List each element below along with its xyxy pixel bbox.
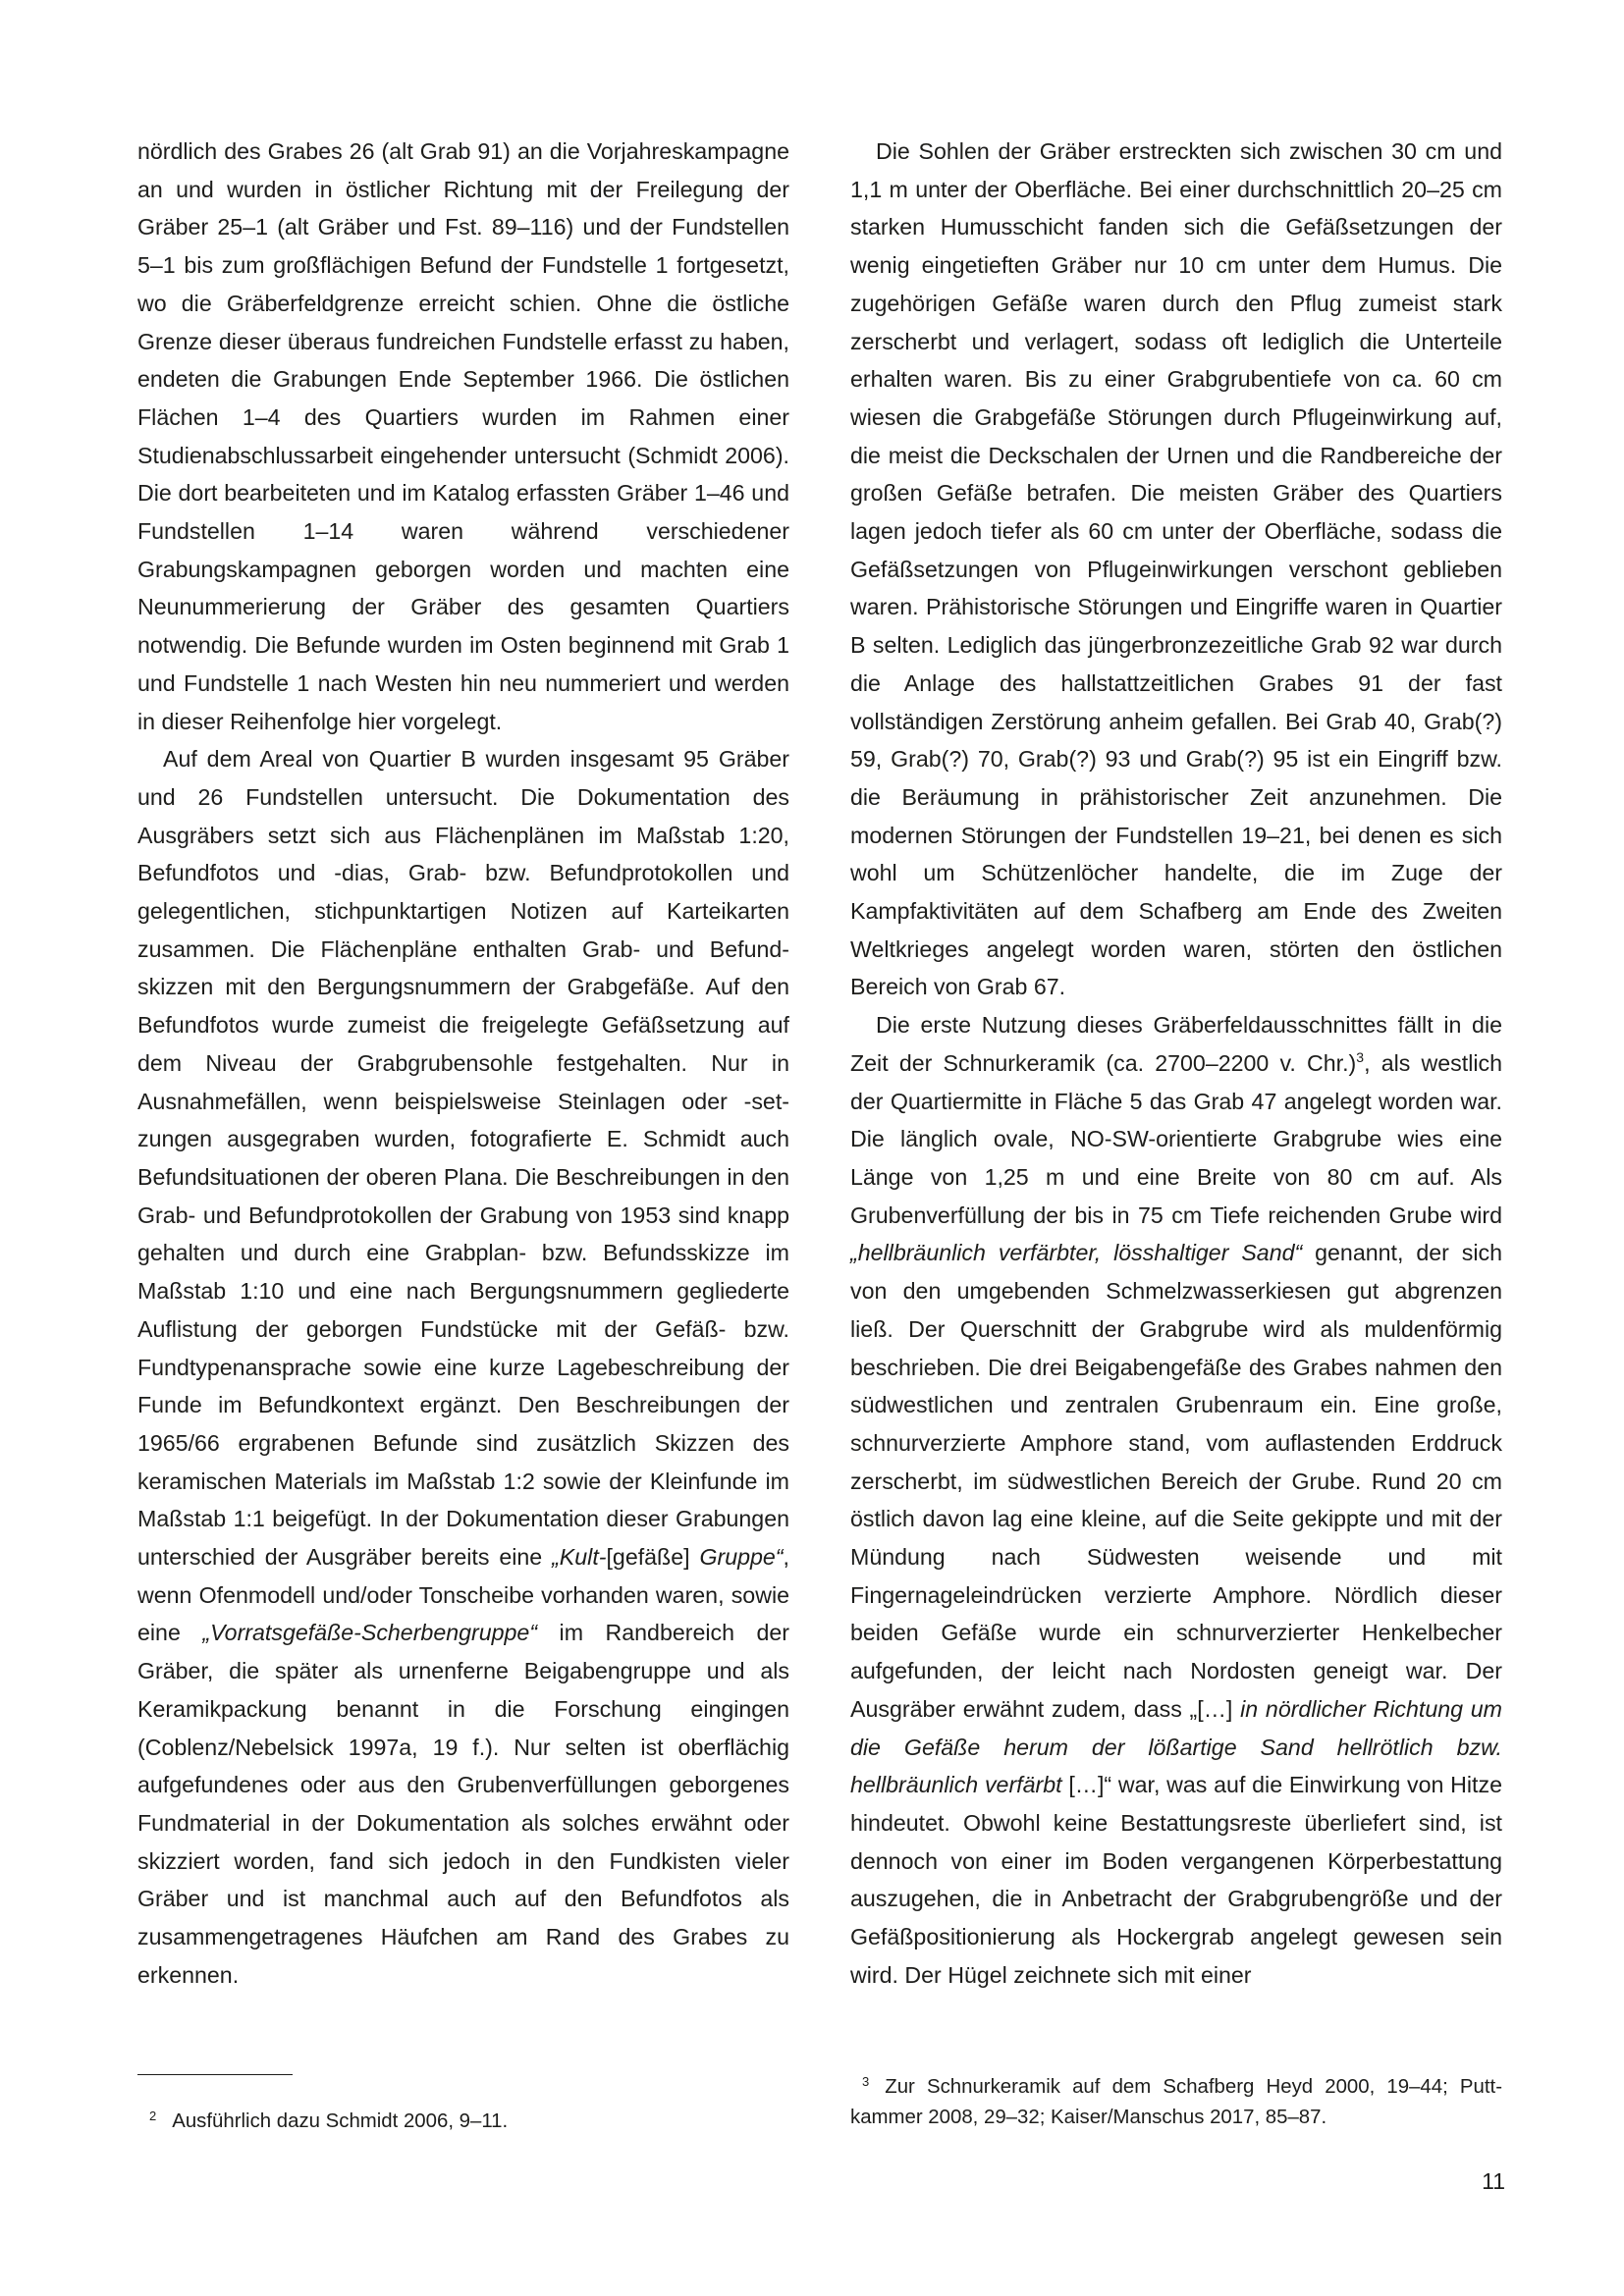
paragraph <box>850 1006 1502 1994</box>
italic-quote: in nördlicher Richtung um die Gefäße herum der lößartige Sand hellrötlich bzw. hellbräunlich verfärbt <box>850 1695 1502 1798</box>
footnote-3 <box>850 2066 1502 2133</box>
text-run: im Randbereich der Gräber, die später als urnenferne Beigabengruppe und als Keramikpackung benannt in die Forschung eingingen (Coblenz/Nebelsick 1997a, 19 f.). Nur selten ist oberflächig aufgefundenes oder aus den Grubenverfüllungen geborgenes Fundmaterial in der Dokumentation als solches erwähnt oder skizziert worden, fand sich jedoch in den Fundkisten vieler Gräber und ist manchmal auch auf den Befundfotos als zusammengetragenes Häufchen am Rand des Grabes zu erkennen. <box>137 1620 790 1988</box>
paragraph: Die Sohlen der Gräber erstreckten sich zwischen 30 cm und 1,1 m unter der Oberfläche. Bei einer durchschnittlich 20–25 cm starken Humusschicht fanden sich die Gefäßsetzungen der wenig eingetieften Gräber nur 10 cm unter dem Humus. Die zugehörigen Gefäße waren durch den Pflug zumeist stark zerscherbt und verlagert, sodass oft lediglich die Unterteile erhalten waren. Bis zu einer Grabgrubentiefe von ca. 60 cm wiesen die Grabgefäße Störungen durch Pflugeinwirkung auf, die meist die Deckschalen der Urnen und die Randbereiche der großen Gefäße betrafen. Die meisten Gräber des Quartiers lagen jedoch tiefer als 60 cm unter der Oberfläche, sodass die Gefäßsetzungen von Pflugeinwirkungen verschont geblieben waren. Prähistorische Störungen und Eingriffe waren in Quartier B selten. Lediglich das jüngerbronzezeitliche Grab 92 war durch die Anlage des hallstattzeitlichen Grabes 91 der fast vollständigen Zerstörung anheim gefallen. Bei Grab 40, Grab(?) 59, Grab(?) 70, Grab(?) 93 und Grab(?) 95 ist ein Eingriff bzw. die Beräumung in prähistorischer Zeit anzunehmen. Die modernen Störungen der Fundstellen 19–21, bei denen es sich wohl um Schützenlöcher handelte, die im Zuge der Kampfaktivitäten auf dem Schafberg am Ende des Zweiten Weltkrieges angelegt worden waren, störten den östlichen Bereich von Grab 67. <box>850 138 1502 1000</box>
page-number: 11 <box>1482 2168 1505 2194</box>
footnote-number: 2 <box>149 2109 157 2123</box>
footnote-2 <box>137 2101 789 2137</box>
text-run: , wenn Ofenmodell und/oder Tonscheibe vorhanden waren, sowie eine <box>137 1544 789 1646</box>
footnote-divider <box>137 2074 293 2075</box>
footnote-text: Zur Schnurkeramik auf dem Schafberg Heyd 2000, 19–44; Puttkammer 2008, 29–32; Kaiser/Manschus 2017, 85–87. <box>850 2076 1502 2128</box>
text-run: genannt, der sich von den umgebenden Schmelzwasserkiesen gut abgrenzen ließ. Der Querschnitt der Grabgrube wird als muldenförmig beschrieben. Die drei Beigabengefäße des Grabes nahmen den südwestlichen und zentralen Grubenraum ein. Eine große, schnurverzierte Amphore stand, vom auflastenden Erddruck zerscherbt, im südwestlichen Bereich der Grube. Rund 20 cm östlich davon lag eine kleine, auf die Seite gekippte und mit der Mündung nach Südwesten weisende und mit Fingernageleindrücken verzierte Amphore. Nördlich dieser beiden Gefäße wurde ein schnurverzierter Henkelbecher aufgefunden, der leicht nach Nordosten geneigt war. Der Ausgräber erwähnt zudem, dass „[…] <box>850 1240 1502 1722</box>
footnote-reference: 3 <box>1356 1048 1365 1065</box>
paragraph <box>137 740 789 1994</box>
italic-quote: Gruppe“ <box>699 1544 784 1571</box>
italic-quote: „hellbräunlich verfärbter, lösshaltiger Sand“ <box>850 1240 1303 1266</box>
text-run: [gefäße] <box>606 1544 700 1571</box>
text-run: Die erste Nutzung dieses Gräberfeldausschnittes fällt in die Zeit der Schnurkeramik (ca. 2700–2200 v. Chr.) <box>850 1012 1502 1076</box>
footnote-text: Ausführlich dazu Schmidt 2006, 9–11. <box>172 2110 509 2132</box>
text-run: , als westlich der Quartiermitte in Fläche 5 das Grab 47 angelegt worden war. Die länglich ovale, NO-SW-orientierte Grabgrube wies eine Länge von 1,25 m und eine Breite von 80 cm auf. Als Grubenverfüllung der bis in 75 cm Tiefe reichenden Grube wird <box>850 1049 1503 1228</box>
text-run: […]“ war, was auf die Einwirkung von Hitze hindeutet. Obwohl keine Bestattungsreste überliefert sind, ist dennoch von einer im Boden vergangenen Körperbestattung auszugehen, die in Anbetracht der Grabgrubengröße und der Gefäßpositionierung als Hockergrab angelegt gewesen sein wird. Der Hügel zeichnete sich mit einer <box>850 1772 1502 1988</box>
left-text-column <box>137 133 789 1994</box>
italic-quote: „Kult- <box>552 1544 607 1571</box>
footnote-number: 3 <box>862 2074 870 2089</box>
text-run: Auf dem Areal von Quartier B wurden insgesamt 95 Gräber und 26 Fundstellen untersucht. Die Dokumentation des Ausgräbers setzt sich aus Flächenplänen im Maßstab 1:20, Befundfotos und -dias, Grab- bzw. Befundprotokollen und gelegentlichen, stichpunktartigen Notizen auf Karteikarten zusammen. Die Flächenpläne enthalten Grab- und Befundskizzen mit den Bergungsnummern der Grabgefäße. Auf den Befundfotos wurde zumeist die freigelegte Gefäßsetzung auf dem Niveau der Grabgrubensohle festgehalten. Nur in Ausnahmefällen, wenn beispielsweise Steinlagen oder -setzungen ausgegraben wurden, fotografierte E. Schmidt auch Befundsituationen der oberen Plana. Die Beschreibungen in den Grab- und Befundprotokollen der Grabung von 1953 sind knapp gehalten und durch eine Grabplan- bzw. Befundsskizze im Maßstab 1:10 und eine nach Bergungsnummern gegliederte Auflistung der geborgen Fundstücke mit der Gefäß- bzw. Fundtypenansprache sowie eine kurze Lagebeschreibung der Funde im Befundkontext ergänzt. Den Beschreibungen der 1965/66 ergrabenen Befunde sind zusätzlich Skizzen des keramischen Materials im Maßstab 1:2 sowie der Kleinfunde im Maßstab 1:1 beigefügt. In der Dokumentation dieser Grabungen unterschied der Ausgräber bereits eine <box>137 746 789 1571</box>
paragraph: nördlich des Grabes 26 (alt Grab 91) an die Vorjahreskampagne an und wurden in östlicher Richtung mit der Freilegung der Gräber 25–1 (alt Gräber und Fst. 89–116) und der Fundstellen 5–1 bis zum großflächigen Befund der Fundstelle 1 fortgesetzt, wo die Gräberfeldgrenze erreicht schien. Ohne die östliche Grenze dieser überaus fundreichen Fundstelle erfasst zu haben, endeten die Grabungen Ende September 1966. Die östlichen Flächen 1–4 des Quartiers wurden im Rahmen einer Studienabschlussarbeit eingehender untersucht (Schmidt 2006). Die dort bearbeiteten und im Katalog erfassten Gräber 1–46 und Fundstellen 1–14 waren während verschiedener Grabungskampagnen geborgen worden und machten eine Neunummerierung der Gräber des gesamten Quartiers notwendig. Die Befunde wurden im Osten beginnend mit Grab 1 und Fundstelle 1 nach Westen hin neu nummeriert und werden in dieser Reihenfolge hier vorgelegt. <box>137 138 789 734</box>
right-text-column <box>850 133 1502 1994</box>
italic-quote: „Vorratsgefäße-Scherbengruppe“ <box>202 1620 538 1646</box>
